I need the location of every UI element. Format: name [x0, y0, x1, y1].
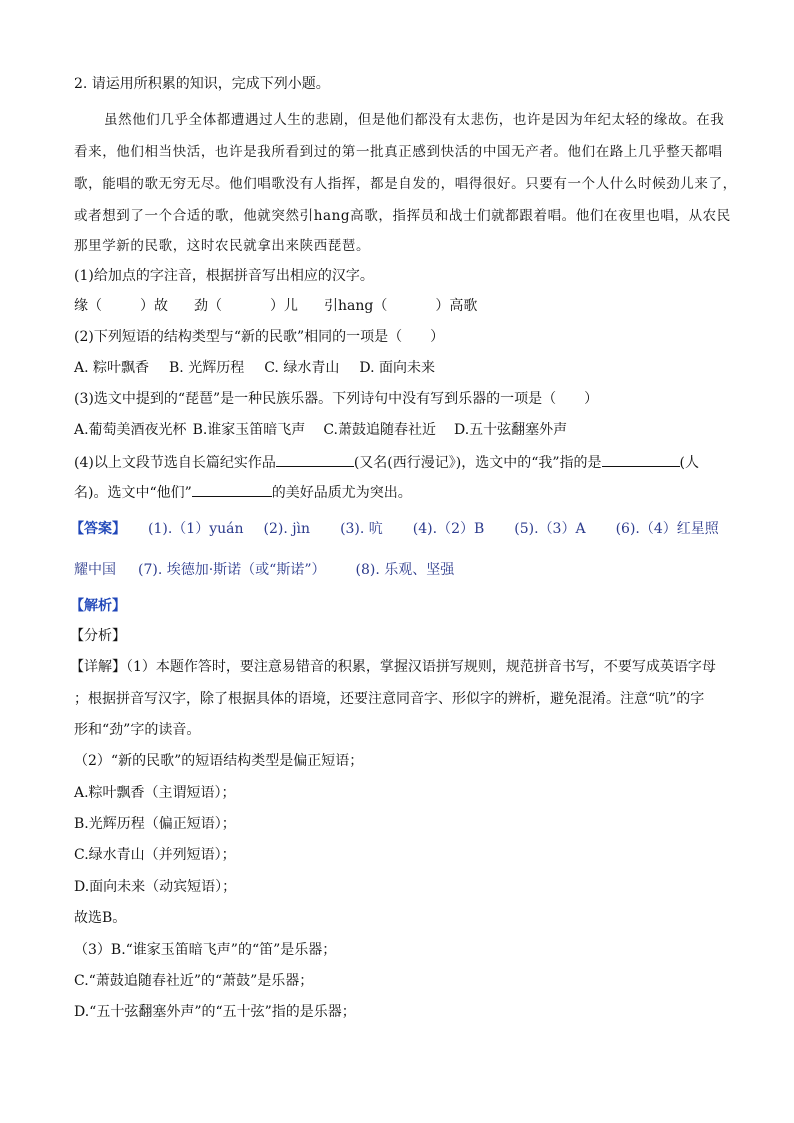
detail-line-2: ；根据拼音写汉字，除了根据具体的语境，还要注意同音字、形似字的辨析，避免混淆。注意“吭”的字: [74, 691, 705, 707]
q4-line-2: 名)。选文中“他们” 的美好品质尤为突出。: [74, 482, 412, 503]
detail-line-8: D.面向未来（动宾短语）；: [74, 879, 237, 895]
q3-option-d: D.五十弦翻塞外声: [453, 422, 568, 438]
q1-item-gu: ）故: [140, 298, 168, 314]
q2-option-c: C. 绿水青山: [264, 360, 340, 376]
q3-prompt: (3)选文中提到的“琵琶”是一种民族乐器。下列诗句中没有写到乐器的一项是（ ）: [74, 391, 599, 407]
passage-line-1: 虽然他们几乎全体都遭遇过人生的悲剧，但是他们都没有太悲伤，也许是因为年纪太轻的缘故。在我: [104, 112, 725, 128]
q2-prompt: (2)下列短语的结构类型与“新的民歌”相同的一项是（ ）: [74, 329, 445, 345]
passage-line-3: 歌，能唱的歌无穷无尽。他们唱歌没有人指挥，都是自发的，唱得很好。只要有一个人什么时候劲儿来了，: [74, 176, 737, 192]
q3-option-a: A.葡萄美酒夜光杯: [74, 422, 187, 438]
detail-line-7: C.绿水青山（并列短语）；: [74, 847, 236, 863]
q1-item-hang: 引hang（: [324, 298, 388, 314]
passage-line-5: 那里学新的民歌，这时农民就拿出来陕西琵琶。: [74, 238, 371, 254]
q4-line-1: (4)以上文段节选自长篇纪实作品 (又名(西行漫记》)，选文中的“我”指的是 (人: [74, 452, 699, 473]
q1-items: [74, 296, 477, 316]
analysis-label: 【解析】: [70, 598, 126, 614]
answer-label: 【答案】: [70, 521, 126, 537]
q2-option-b: B. 光辉历程: [169, 360, 245, 376]
q4-blank-title[interactable]: [276, 452, 354, 467]
q1-item-yuan: 缘（: [74, 298, 102, 314]
detail-line-12: D.“五十弦翻塞外声”的“五十弦”指的是乐器；: [74, 1004, 356, 1020]
q3-option-b: B.谁家玉笛暗飞声: [192, 422, 306, 438]
q1-prompt: (1)给加点的字注音，根据拼音写出相应的汉字。: [74, 268, 374, 284]
fenxi-label: 【分析】: [70, 628, 126, 644]
detail-line-3: 形和“劲”字的读音。: [74, 722, 201, 738]
detail-line-9: 故选B。: [74, 910, 127, 926]
q2-options: [74, 358, 435, 378]
q1-item-gaoge: ）高歌: [435, 298, 478, 314]
q3-options: [74, 420, 567, 440]
answer-line-1: 【答案】 (1).（1）yuán (2). jìn (3). 吭 (4).（2）B (5).（3）A (6).（4）红星照: [70, 521, 719, 537]
q3-option-c: C.萧鼓追随春社近: [323, 422, 436, 438]
q4-blank-author[interactable]: [602, 452, 680, 467]
passage-line-4: 或者想到了一个合适的歌，他就突然引hang高歌，指挥员和战士们就都跟着唱。他们在夜里也唱，从农民: [74, 208, 731, 224]
q1-item-er: ）儿: [270, 298, 298, 314]
detail-line-6: B.光辉历程（偏正短语）；: [74, 816, 236, 832]
detail-line-10: （3）B.“谁家玉笛暗飞声”的“笛”是乐器；: [74, 942, 337, 958]
detail-line-4: （2）“新的民歌”的短语结构类型是偏正短语；: [74, 753, 364, 769]
q2-option-d: D. 面向未来: [359, 360, 435, 376]
answer-line-2: 耀中国 (7). 埃德加·斯诺（或“斯诺”） (8). 乐观、坚强: [74, 562, 455, 578]
q1-item-jin: 劲（: [194, 298, 222, 314]
question-title: 2. 请运用所积累的知识，完成下列小题。: [74, 76, 330, 92]
q2-option-a: A. 粽叶飘香: [74, 360, 150, 376]
detail-line-1: 【详解】（1）本题作答时，要注意易错音的积累，掌握汉语拼写规则，规范拼音书写，不要写成英语字母: [70, 659, 716, 675]
detail-line-11: C.“萧鼓追随春社近”的“萧鼓”是乐器；: [74, 973, 314, 989]
passage-line-2: 看来，他们相当快活，也许是我所看到过的第一批真正感到快活的中国无产者。他们在路上几乎整天都唱: [74, 144, 723, 160]
q4-blank-quality[interactable]: [192, 482, 272, 497]
detail-line-5: A.粽叶飘香（主谓短语）；: [74, 785, 236, 801]
